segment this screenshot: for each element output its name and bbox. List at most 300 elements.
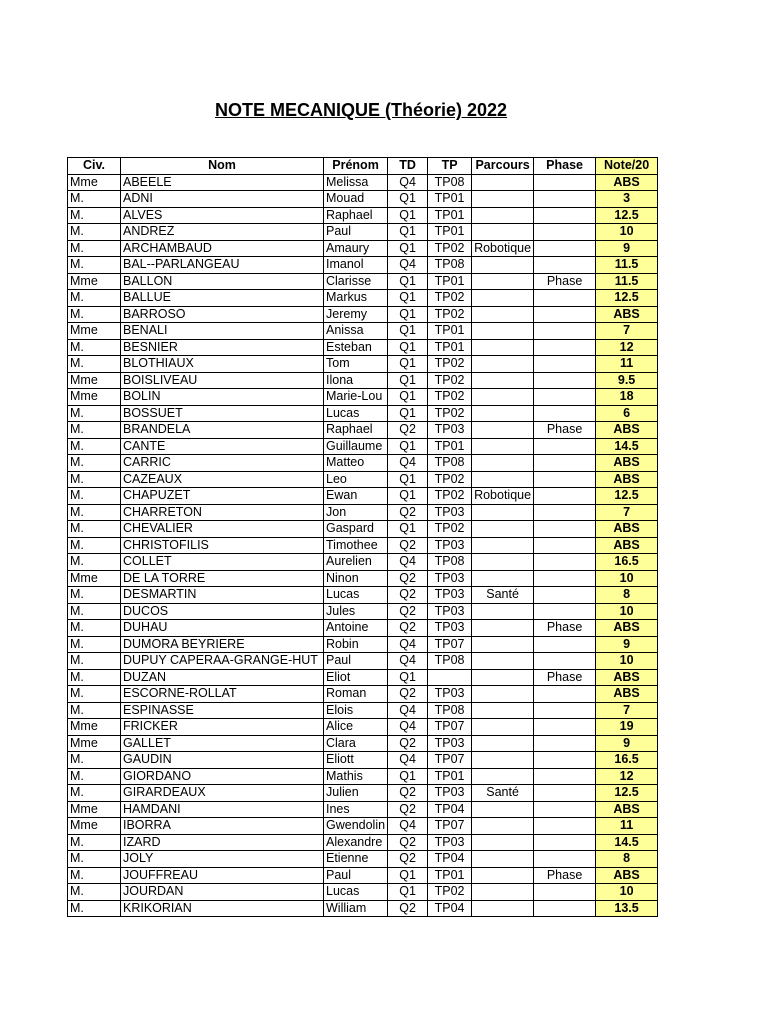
cell-parcours bbox=[472, 174, 534, 191]
cell-nom: DUPUY CAPERAA-GRANGE-HUT bbox=[121, 653, 324, 670]
cell-td: Q2 bbox=[388, 587, 428, 604]
cell-phase bbox=[534, 438, 596, 455]
cell-prenom: Ilona bbox=[324, 372, 388, 389]
cell-nom: BOISLIVEAU bbox=[121, 372, 324, 389]
cell-note: 8 bbox=[596, 587, 658, 604]
cell-parcours bbox=[472, 207, 534, 224]
cell-prenom: Alice bbox=[324, 719, 388, 736]
cell-parcours bbox=[472, 521, 534, 538]
cell-parcours bbox=[472, 636, 534, 653]
cell-parcours bbox=[472, 323, 534, 340]
cell-prenom: Eliott bbox=[324, 752, 388, 769]
cell-td: Q1 bbox=[388, 372, 428, 389]
cell-parcours bbox=[472, 818, 534, 835]
cell-prenom: Elois bbox=[324, 702, 388, 719]
table-row bbox=[68, 207, 658, 224]
cell-nom: GALLET bbox=[121, 735, 324, 752]
cell-prenom: Amaury bbox=[324, 240, 388, 257]
cell-prenom: Guillaume bbox=[324, 438, 388, 455]
table-row bbox=[68, 273, 658, 290]
cell-tp: TP02 bbox=[428, 356, 472, 373]
cell-td: Q4 bbox=[388, 174, 428, 191]
cell-tp: TP02 bbox=[428, 405, 472, 422]
cell-civ: M. bbox=[68, 191, 121, 208]
cell-prenom: Imanol bbox=[324, 257, 388, 274]
cell-phase bbox=[534, 257, 596, 274]
cell-note: 12 bbox=[596, 339, 658, 356]
cell-note: 13.5 bbox=[596, 900, 658, 917]
cell-phase bbox=[534, 570, 596, 587]
cell-prenom: Lucas bbox=[324, 405, 388, 422]
cell-parcours bbox=[472, 719, 534, 736]
cell-civ: M. bbox=[68, 702, 121, 719]
cell-td: Q4 bbox=[388, 455, 428, 472]
cell-nom: ESCORNE-ROLLAT bbox=[121, 686, 324, 703]
cell-civ: M. bbox=[68, 438, 121, 455]
table-row bbox=[68, 339, 658, 356]
cell-civ: M. bbox=[68, 620, 121, 637]
cell-phase bbox=[534, 719, 596, 736]
table-row bbox=[68, 306, 658, 323]
cell-prenom: Jon bbox=[324, 504, 388, 521]
cell-civ: Mme bbox=[68, 174, 121, 191]
cell-tp: TP02 bbox=[428, 389, 472, 406]
table-body bbox=[68, 174, 658, 917]
cell-parcours bbox=[472, 504, 534, 521]
cell-parcours bbox=[472, 389, 534, 406]
cell-prenom: Jules bbox=[324, 603, 388, 620]
table-row bbox=[68, 240, 658, 257]
cell-note: 10 bbox=[596, 884, 658, 901]
cell-note: 9 bbox=[596, 636, 658, 653]
table-row bbox=[68, 356, 658, 373]
cell-note: ABS bbox=[596, 686, 658, 703]
cell-td: Q4 bbox=[388, 702, 428, 719]
cell-civ: M. bbox=[68, 603, 121, 620]
cell-prenom: Etienne bbox=[324, 851, 388, 868]
cell-note: ABS bbox=[596, 455, 658, 472]
cell-nom: CHEVALIER bbox=[121, 521, 324, 538]
cell-civ: Mme bbox=[68, 323, 121, 340]
cell-phase bbox=[534, 488, 596, 505]
cell-phase bbox=[534, 306, 596, 323]
cell-prenom: Mathis bbox=[324, 768, 388, 785]
header-tp: TP bbox=[428, 158, 472, 175]
cell-note: ABS bbox=[596, 867, 658, 884]
cell-nom: JOLY bbox=[121, 851, 324, 868]
cell-nom: BLOTHIAUX bbox=[121, 356, 324, 373]
cell-td: Q4 bbox=[388, 554, 428, 571]
cell-td: Q1 bbox=[388, 207, 428, 224]
cell-note: 8 bbox=[596, 851, 658, 868]
cell-phase bbox=[534, 389, 596, 406]
cell-civ: M. bbox=[68, 537, 121, 554]
cell-parcours bbox=[472, 438, 534, 455]
cell-prenom: Melissa bbox=[324, 174, 388, 191]
cell-tp: TP07 bbox=[428, 636, 472, 653]
cell-td: Q1 bbox=[388, 521, 428, 538]
cell-tp: TP01 bbox=[428, 867, 472, 884]
cell-parcours bbox=[472, 851, 534, 868]
cell-phase bbox=[534, 900, 596, 917]
table-row bbox=[68, 504, 658, 521]
cell-tp: TP03 bbox=[428, 587, 472, 604]
cell-prenom: Robin bbox=[324, 636, 388, 653]
cell-nom: FRICKER bbox=[121, 719, 324, 736]
cell-td: Q1 bbox=[388, 273, 428, 290]
cell-phase bbox=[534, 752, 596, 769]
cell-note: ABS bbox=[596, 521, 658, 538]
cell-td: Q1 bbox=[388, 306, 428, 323]
cell-note: 11.5 bbox=[596, 273, 658, 290]
cell-parcours bbox=[472, 570, 534, 587]
cell-prenom: Anissa bbox=[324, 323, 388, 340]
cell-civ: Mme bbox=[68, 570, 121, 587]
cell-civ: Mme bbox=[68, 818, 121, 835]
cell-tp: TP03 bbox=[428, 504, 472, 521]
cell-civ: Mme bbox=[68, 801, 121, 818]
cell-nom: ADNI bbox=[121, 191, 324, 208]
cell-phase bbox=[534, 636, 596, 653]
table-row bbox=[68, 801, 658, 818]
table-row bbox=[68, 422, 658, 439]
cell-prenom: Paul bbox=[324, 224, 388, 241]
cell-civ: M. bbox=[68, 339, 121, 356]
cell-td: Q1 bbox=[388, 405, 428, 422]
cell-td: Q2 bbox=[388, 570, 428, 587]
table-row bbox=[68, 521, 658, 538]
cell-td: Q1 bbox=[388, 669, 428, 686]
cell-parcours bbox=[472, 620, 534, 637]
cell-td: Q1 bbox=[388, 389, 428, 406]
header-parcours: Parcours bbox=[472, 158, 534, 175]
cell-nom: DUCOS bbox=[121, 603, 324, 620]
cell-prenom: Roman bbox=[324, 686, 388, 703]
cell-nom: GIRARDEAUX bbox=[121, 785, 324, 802]
cell-tp: TP02 bbox=[428, 488, 472, 505]
cell-parcours bbox=[472, 768, 534, 785]
cell-prenom: Leo bbox=[324, 471, 388, 488]
cell-parcours bbox=[472, 455, 534, 472]
cell-nom: BRANDELA bbox=[121, 422, 324, 439]
cell-phase bbox=[534, 471, 596, 488]
table-row bbox=[68, 224, 658, 241]
cell-nom: CHARRETON bbox=[121, 504, 324, 521]
cell-prenom: Timothee bbox=[324, 537, 388, 554]
cell-phase bbox=[534, 224, 596, 241]
cell-tp: TP03 bbox=[428, 620, 472, 637]
cell-tp: TP03 bbox=[428, 570, 472, 587]
cell-td: Q1 bbox=[388, 768, 428, 785]
cell-nom: BALLUE bbox=[121, 290, 324, 307]
cell-nom: DE LA TORRE bbox=[121, 570, 324, 587]
cell-tp: TP08 bbox=[428, 653, 472, 670]
cell-phase bbox=[534, 455, 596, 472]
cell-td: Q2 bbox=[388, 422, 428, 439]
cell-prenom: Clarisse bbox=[324, 273, 388, 290]
table-row bbox=[68, 290, 658, 307]
cell-tp: TP07 bbox=[428, 752, 472, 769]
cell-tp: TP02 bbox=[428, 372, 472, 389]
table-row bbox=[68, 257, 658, 274]
cell-prenom: Gaspard bbox=[324, 521, 388, 538]
cell-nom: BAL--PARLANGEAU bbox=[121, 257, 324, 274]
cell-td: Q2 bbox=[388, 851, 428, 868]
cell-phase: Phase bbox=[534, 669, 596, 686]
cell-tp: TP08 bbox=[428, 554, 472, 571]
cell-td: Q1 bbox=[388, 488, 428, 505]
cell-prenom: Ewan bbox=[324, 488, 388, 505]
cell-parcours: Santé bbox=[472, 785, 534, 802]
cell-civ: M. bbox=[68, 290, 121, 307]
cell-nom: BOSSUET bbox=[121, 405, 324, 422]
cell-prenom: Raphael bbox=[324, 207, 388, 224]
cell-civ: M. bbox=[68, 455, 121, 472]
cell-phase bbox=[534, 884, 596, 901]
cell-phase bbox=[534, 356, 596, 373]
cell-civ: Mme bbox=[68, 719, 121, 736]
cell-td: Q1 bbox=[388, 224, 428, 241]
cell-parcours bbox=[472, 653, 534, 670]
cell-tp: TP02 bbox=[428, 290, 472, 307]
table-row bbox=[68, 323, 658, 340]
cell-phase bbox=[534, 323, 596, 340]
cell-parcours bbox=[472, 735, 534, 752]
cell-phase: Phase bbox=[534, 422, 596, 439]
cell-tp: TP07 bbox=[428, 818, 472, 835]
cell-note: 10 bbox=[596, 224, 658, 241]
cell-nom: DUZAN bbox=[121, 669, 324, 686]
cell-civ: Mme bbox=[68, 735, 121, 752]
cell-nom: BESNIER bbox=[121, 339, 324, 356]
cell-parcours bbox=[472, 372, 534, 389]
cell-note: 12 bbox=[596, 768, 658, 785]
cell-tp: TP03 bbox=[428, 537, 472, 554]
cell-nom: CARRIC bbox=[121, 455, 324, 472]
cell-tp: TP02 bbox=[428, 306, 472, 323]
cell-nom: IZARD bbox=[121, 834, 324, 851]
table-row bbox=[68, 372, 658, 389]
table-row bbox=[68, 587, 658, 604]
cell-note: ABS bbox=[596, 422, 658, 439]
table-row bbox=[68, 471, 658, 488]
cell-civ: M. bbox=[68, 834, 121, 851]
cell-civ: M. bbox=[68, 884, 121, 901]
cell-nom: BARROSO bbox=[121, 306, 324, 323]
cell-td: Q4 bbox=[388, 818, 428, 835]
header-note: Note/20 bbox=[596, 158, 658, 175]
cell-tp: TP02 bbox=[428, 240, 472, 257]
cell-prenom: Julien bbox=[324, 785, 388, 802]
cell-td: Q2 bbox=[388, 900, 428, 917]
cell-td: Q2 bbox=[388, 785, 428, 802]
cell-tp: TP08 bbox=[428, 257, 472, 274]
cell-civ: M. bbox=[68, 636, 121, 653]
cell-note: 7 bbox=[596, 702, 658, 719]
cell-nom: ANDREZ bbox=[121, 224, 324, 241]
cell-td: Q2 bbox=[388, 537, 428, 554]
cell-phase bbox=[534, 174, 596, 191]
cell-tp: TP03 bbox=[428, 686, 472, 703]
cell-phase bbox=[534, 537, 596, 554]
cell-phase bbox=[534, 735, 596, 752]
cell-tp: TP04 bbox=[428, 900, 472, 917]
table-row bbox=[68, 669, 658, 686]
cell-phase: Phase bbox=[534, 867, 596, 884]
cell-note: 7 bbox=[596, 323, 658, 340]
table-row bbox=[68, 719, 658, 736]
cell-prenom: Marie-Lou bbox=[324, 389, 388, 406]
cell-nom: BOLIN bbox=[121, 389, 324, 406]
cell-tp: TP03 bbox=[428, 603, 472, 620]
cell-nom: JOURDAN bbox=[121, 884, 324, 901]
cell-civ: M. bbox=[68, 405, 121, 422]
cell-note: 7 bbox=[596, 504, 658, 521]
cell-note: 9.5 bbox=[596, 372, 658, 389]
grades-table bbox=[67, 157, 658, 917]
cell-phase bbox=[534, 818, 596, 835]
cell-prenom: Clara bbox=[324, 735, 388, 752]
cell-tp: TP01 bbox=[428, 768, 472, 785]
cell-parcours bbox=[472, 273, 534, 290]
cell-td: Q2 bbox=[388, 801, 428, 818]
cell-tp: TP02 bbox=[428, 884, 472, 901]
cell-note: 10 bbox=[596, 653, 658, 670]
cell-note: ABS bbox=[596, 471, 658, 488]
table-row bbox=[68, 735, 658, 752]
cell-nom: DUHAU bbox=[121, 620, 324, 637]
cell-nom: ARCHAMBAUD bbox=[121, 240, 324, 257]
cell-note: 12.5 bbox=[596, 785, 658, 802]
table-row bbox=[68, 389, 658, 406]
cell-td: Q2 bbox=[388, 603, 428, 620]
cell-phase: Phase bbox=[534, 273, 596, 290]
table-row bbox=[68, 570, 658, 587]
table-row bbox=[68, 620, 658, 637]
cell-note: 12.5 bbox=[596, 488, 658, 505]
cell-tp: TP03 bbox=[428, 735, 472, 752]
cell-parcours bbox=[472, 884, 534, 901]
table-row bbox=[68, 405, 658, 422]
cell-phase bbox=[534, 339, 596, 356]
cell-tp: TP02 bbox=[428, 471, 472, 488]
cell-td: Q1 bbox=[388, 339, 428, 356]
cell-note: 12.5 bbox=[596, 290, 658, 307]
cell-note: 10 bbox=[596, 570, 658, 587]
cell-parcours bbox=[472, 224, 534, 241]
table-row bbox=[68, 636, 658, 653]
cell-td: Q1 bbox=[388, 290, 428, 307]
cell-note: 14.5 bbox=[596, 834, 658, 851]
cell-td: Q1 bbox=[388, 884, 428, 901]
table-row bbox=[68, 867, 658, 884]
cell-note: ABS bbox=[596, 801, 658, 818]
table-row bbox=[68, 818, 658, 835]
cell-parcours bbox=[472, 290, 534, 307]
table-row bbox=[68, 702, 658, 719]
cell-td: Q1 bbox=[388, 323, 428, 340]
table-row bbox=[68, 653, 658, 670]
table-row bbox=[68, 554, 658, 571]
cell-prenom: Markus bbox=[324, 290, 388, 307]
cell-td: Q2 bbox=[388, 735, 428, 752]
cell-parcours bbox=[472, 702, 534, 719]
table-row bbox=[68, 768, 658, 785]
cell-civ: M. bbox=[68, 356, 121, 373]
cell-civ: M. bbox=[68, 686, 121, 703]
cell-civ: M. bbox=[68, 224, 121, 241]
cell-parcours bbox=[472, 191, 534, 208]
table-row bbox=[68, 455, 658, 472]
cell-prenom: Lucas bbox=[324, 884, 388, 901]
cell-note: ABS bbox=[596, 537, 658, 554]
cell-note: 6 bbox=[596, 405, 658, 422]
cell-td: Q4 bbox=[388, 636, 428, 653]
cell-phase bbox=[534, 603, 596, 620]
cell-note: 9 bbox=[596, 240, 658, 257]
header-row bbox=[68, 158, 658, 175]
cell-tp: TP02 bbox=[428, 521, 472, 538]
cell-phase bbox=[534, 653, 596, 670]
cell-civ: M. bbox=[68, 587, 121, 604]
cell-note: 12.5 bbox=[596, 207, 658, 224]
cell-note: 10 bbox=[596, 603, 658, 620]
cell-nom: HAMDANI bbox=[121, 801, 324, 818]
cell-prenom: Raphael bbox=[324, 422, 388, 439]
cell-nom: ABEELE bbox=[121, 174, 324, 191]
cell-civ: M. bbox=[68, 900, 121, 917]
cell-civ: M. bbox=[68, 752, 121, 769]
cell-phase bbox=[534, 834, 596, 851]
cell-tp: TP03 bbox=[428, 785, 472, 802]
cell-parcours bbox=[472, 603, 534, 620]
cell-nom: GAUDIN bbox=[121, 752, 324, 769]
cell-civ: M. bbox=[68, 851, 121, 868]
cell-tp bbox=[428, 669, 472, 686]
table-row bbox=[68, 851, 658, 868]
cell-tp: TP03 bbox=[428, 834, 472, 851]
cell-nom: CANTE bbox=[121, 438, 324, 455]
cell-td: Q2 bbox=[388, 504, 428, 521]
cell-nom: DESMARTIN bbox=[121, 587, 324, 604]
cell-tp: TP04 bbox=[428, 801, 472, 818]
table-row bbox=[68, 900, 658, 917]
cell-parcours: Robotique bbox=[472, 240, 534, 257]
table-row bbox=[68, 191, 658, 208]
cell-nom: BENALI bbox=[121, 323, 324, 340]
cell-parcours bbox=[472, 471, 534, 488]
cell-prenom: Esteban bbox=[324, 339, 388, 356]
table-row bbox=[68, 785, 658, 802]
cell-prenom: Lucas bbox=[324, 587, 388, 604]
document-title: NOTE MECANIQUE (Théorie) 2022 bbox=[214, 100, 508, 120]
cell-prenom: Tom bbox=[324, 356, 388, 373]
cell-td: Q1 bbox=[388, 191, 428, 208]
cell-parcours bbox=[472, 339, 534, 356]
cell-parcours bbox=[472, 900, 534, 917]
table-row bbox=[68, 884, 658, 901]
cell-phase bbox=[534, 768, 596, 785]
cell-td: Q4 bbox=[388, 719, 428, 736]
cell-nom: CHAPUZET bbox=[121, 488, 324, 505]
cell-tp: TP01 bbox=[428, 207, 472, 224]
cell-td: Q4 bbox=[388, 752, 428, 769]
cell-prenom: Eliot bbox=[324, 669, 388, 686]
table-row bbox=[68, 686, 658, 703]
cell-parcours: Santé bbox=[472, 587, 534, 604]
cell-td: Q1 bbox=[388, 438, 428, 455]
table-row bbox=[68, 834, 658, 851]
